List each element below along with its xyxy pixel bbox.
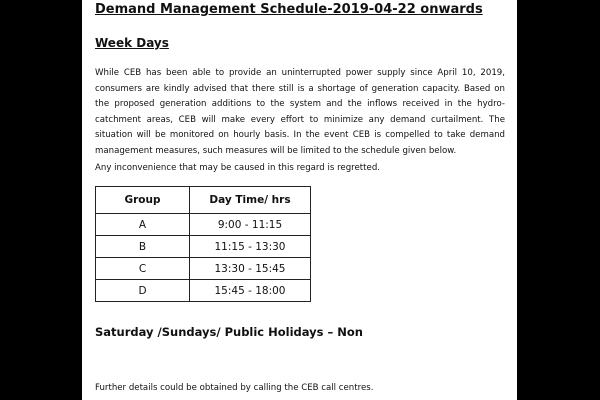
table-row [96, 214, 311, 236]
footer-note: Further details could be obtained by calling the CEB call centres. [95, 383, 374, 393]
time-cell: 15:45 - 18:00 [190, 280, 311, 302]
notice-paragraph: While CEB has been able to provide an uninterrupted power supply since April 10, 2019, consumers are kindly advised that there still is a shortage of generation capacity. Based on the proposed generation additions to the system and the inflows received in the hydro-catchment areas, CEB will make every effort to minimize any demand curtailment. The situation will be monitored on hourly basis. In the event CEB is compelled to take demand management measures, such measures will be limited to the schedule given below. [95, 68, 505, 156]
group-cell: B [96, 236, 190, 258]
time-cell: 13:30 - 15:45 [190, 258, 311, 280]
group-cell: C [96, 258, 190, 280]
time-cell: 9:00 - 11:15 [190, 214, 311, 236]
apology-text: Any inconvenience that may be caused in this regard is regretted. [95, 163, 381, 173]
time-cell: 11:15 - 13:30 [190, 236, 311, 258]
table-row [96, 236, 311, 258]
schedule-table [95, 186, 311, 302]
group-cell: D [96, 280, 190, 302]
document-title: Demand Management Schedule-2019-04-22 onwards [95, 2, 483, 17]
table-row [96, 258, 311, 280]
table-header-row [96, 187, 311, 214]
table-row [96, 280, 311, 302]
group-cell: A [96, 214, 190, 236]
header-group: Group [96, 187, 190, 214]
weekend-heading: Saturday /Sundays/ Public Holidays – Non [95, 325, 363, 339]
document-page [82, 0, 517, 400]
section-title-week-days: Week Days [95, 36, 169, 50]
header-day-time: Day Time/ hrs [190, 187, 311, 214]
